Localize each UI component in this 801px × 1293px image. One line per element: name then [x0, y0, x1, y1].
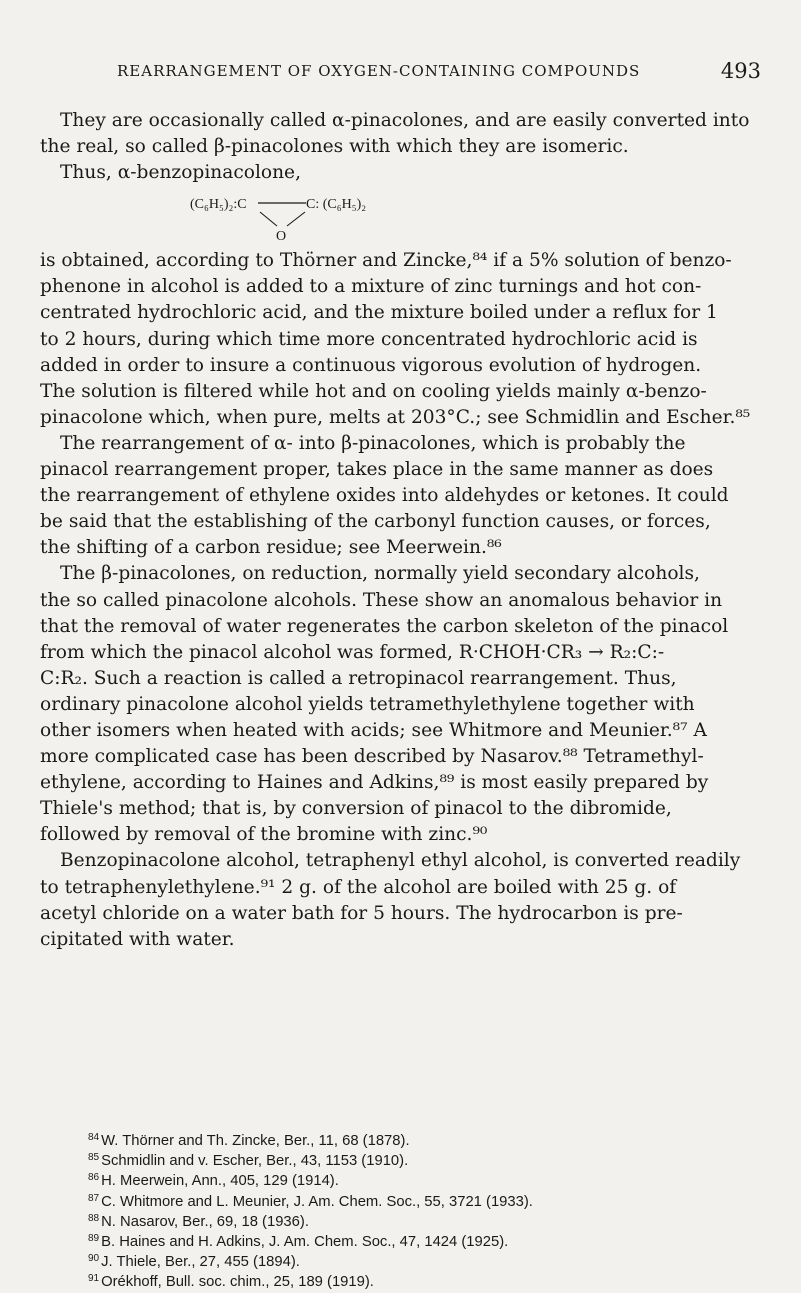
text-line: The β-pinacolones, on reduction, normally yield secondary alcohols, [60, 563, 700, 585]
footnote-text: N. Nasarov, Ber., 69, 18 (1936). [101, 1213, 309, 1230]
footnote-number: 87 [88, 1192, 100, 1204]
footnote [88, 1209, 768, 1229]
text-line: C:R₂. Such a reaction is called a retropinacol rearrangement. Thus, [40, 667, 677, 689]
footnote [88, 1269, 768, 1289]
footnote-number: 85 [88, 1152, 100, 1164]
benzopinacolone-formula [40, 192, 760, 244]
text-line: ordinary pinacolone alcohol yields tetramethylethylene together with [40, 693, 695, 715]
text-line: be said that the establishing of the carbonyl function causes, or forces, [40, 511, 711, 533]
text-line: The rearrangement of α- into β-pinacolones, which is probably the [60, 432, 686, 454]
text-line: pinacolone which, when pure, melts at 203°C.; see Schmidlin and Escher.⁸⁵ [40, 406, 751, 428]
text-line: the shifting of a carbon residue; see Meerwein.⁸⁶ [40, 537, 502, 559]
c-o-bond-right [287, 212, 305, 226]
footnotes [88, 1128, 768, 1290]
footnote-number: 88 [88, 1212, 100, 1224]
text-line: They are occasionally called α-pinacolones, and are easily converted into [60, 110, 750, 131]
c-o-bond-left [260, 212, 277, 226]
body-text [40, 108, 760, 953]
text-line: is obtained, according to Thörner and Zincke,⁸⁴ if a 5% solution of benzo- [40, 250, 732, 272]
text-line: added in order to insure a continuous vigorous evolution of hydrogen. [40, 354, 702, 376]
footnote [88, 1249, 768, 1269]
text-line: acetyl chloride on a water bath for 5 hours. The hydrocarbon is pre- [40, 902, 683, 924]
text-line: the rearrangement of ethylene oxides into aldehydes or ketones. It could [40, 485, 729, 507]
formula-oxygen: O [276, 229, 287, 245]
text-line: the real, so called β-pinacolones with which they are isomeric. [40, 136, 629, 158]
text-line: Benzopinacolone alcohol, tetraphenyl ethyl alcohol, is converted readily [60, 850, 741, 872]
footnote [88, 1189, 768, 1209]
text-line: to tetraphenylethylene.⁹¹ 2 g. of the alcohol are boiled with 25 g. of [40, 876, 677, 898]
text-line: other isomers when heated with acids; see Whitmore and Meunier.⁸⁷ A [40, 719, 707, 741]
text-line: The solution is filtered while hot and on cooling yields mainly α-benzo- [40, 380, 707, 402]
footnote [88, 1168, 768, 1188]
footnote-text: H. Meerwein, Ann., 405, 129 (1914). [101, 1173, 339, 1190]
running-title: REARRANGEMENT OF OXYGEN-CONTAINING COMPOUNDS [117, 62, 641, 80]
text-line: followed by removal of the bromine with zinc.⁹⁰ [40, 824, 488, 846]
formula-left-group: (C₆H₅)₂:C [190, 197, 247, 213]
footnote-number: 91 [88, 1273, 100, 1285]
text-line: that the removal of water regenerates the carbon skeleton of the pinacol [40, 615, 729, 637]
footnote-text: C. Whitmore and L. Meunier, J. Am. Chem. Soc., 55, 3721 (1933). [101, 1193, 533, 1210]
text-line: Thiele's method; that is, by conversion of pinacol to the dibromide, [40, 798, 672, 820]
footnote-text: J. Thiele, Ber., 27, 455 (1894). [101, 1254, 300, 1271]
epoxide-structure-diagram [190, 192, 450, 244]
footnote-number: 84 [88, 1132, 100, 1143]
text-line: to 2 hours, during which time more concentrated hydrochloric acid is [40, 328, 698, 350]
formula-right-group: C: (C₆H₅)₂ [306, 197, 367, 213]
text-line: centrated hydrochloric acid, and the mixture boiled under a reflux for 1 [40, 302, 718, 324]
footnote-number: 89 [88, 1232, 100, 1244]
text-line: pinacol rearrangement proper, takes place in the same manner as does [40, 459, 714, 481]
footnote-number: 86 [88, 1172, 100, 1184]
footnote-text: B. Haines and H. Adkins, J. Am. Chem. Soc., 47, 1424 (1925). [101, 1233, 509, 1250]
text-line: from which the pinacol alcohol was formed, R·CHOH·CR₃ → R₂:C:- [40, 641, 665, 663]
text-line: cipitated with water. [40, 928, 235, 950]
footnote-text: Orékhoff, Bull. soc. chim., 25, 189 (1919). [101, 1274, 374, 1291]
text-line: phenone in alcohol is added to a mixture of zinc turnings and hot con- [40, 276, 702, 298]
footnote [88, 1229, 768, 1249]
text-line: ethylene, according to Haines and Adkins,⁸⁹ is most easily prepared by [40, 772, 709, 794]
footnote-text: Schmidlin and v. Escher, Ber., 43, 1153 (1910). [101, 1153, 409, 1170]
footnote [88, 1148, 768, 1168]
text-line: the so called pinacolone alcohols. These show an anomalous behavior in [40, 589, 723, 611]
footnote-number: 90 [88, 1253, 100, 1265]
footnote [88, 1128, 768, 1148]
page-number: 493 [720, 59, 761, 83]
text-line: more complicated case has been described by Nasarov.⁸⁸ Tetramethyl- [40, 746, 704, 768]
footnote-text: W. Thörner and Th. Zincke, Ber., 11, 68 (1878). [101, 1133, 410, 1149]
text-line: Thus, α-benzopinacolone, [60, 162, 301, 184]
